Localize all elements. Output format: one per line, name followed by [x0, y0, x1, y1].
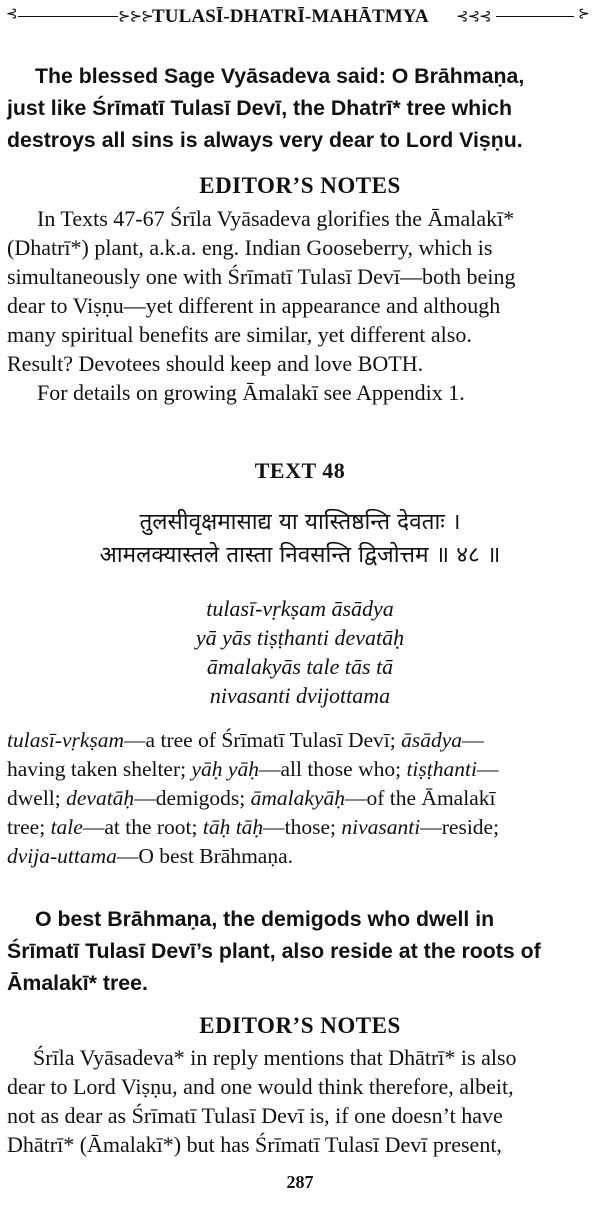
- sanskrit-term: āmalakyāḥ: [250, 786, 345, 810]
- text-48-heading: TEXT 48: [254, 458, 346, 483]
- term-meaning: having taken shelter;: [7, 757, 192, 781]
- flourish-right-icon: ⊱: [578, 7, 590, 22]
- header-rule-right: [496, 16, 574, 17]
- page-number: 287: [286, 1172, 314, 1192]
- running-header: [6, 6, 594, 28]
- editors-notes-body: [7, 204, 593, 407]
- sanskrit-term: āsādya: [401, 728, 463, 752]
- notes-line: (Dhatrī*) plant, a.k.a. eng. Indian Gooseberry, which is: [7, 235, 493, 260]
- transliteration: [0, 594, 600, 710]
- ornament-left-icon: ⊱⊱⊱: [118, 9, 153, 25]
- synonyms-line: [7, 726, 593, 755]
- translation-line: destroys all sins is always very dear to Lord Viṣṇu.: [7, 128, 523, 152]
- word-synonyms: [7, 726, 593, 871]
- editors-notes-body: [7, 1043, 593, 1159]
- transliteration-line: tulasī-vṛkṣam āsādya: [206, 596, 394, 621]
- editors-notes-heading: EDITOR’S NOTES: [199, 1013, 401, 1038]
- synonyms-line: [7, 755, 593, 784]
- notes-line: dear to Viṣṇu—yet different in appearance and although: [7, 293, 501, 318]
- header-rule-left: [18, 16, 118, 17]
- devanagari-line: आमलक्यास्तले तास्ता निवसन्ति द्विजोत्तम ॥ ४८ ॥: [99, 542, 501, 568]
- term-meaning: —O best Brāhmaṇa.: [116, 844, 294, 868]
- sanskrit-term: tale: [50, 815, 83, 839]
- term-meaning: —reside;: [420, 815, 500, 839]
- ornament-right-icon: ⊰⊰⊰: [456, 9, 491, 25]
- term-meaning: —at the root;: [82, 815, 203, 839]
- term-meaning: dwell;: [7, 786, 67, 810]
- sanskrit-term: devatāḥ: [66, 786, 135, 810]
- devanagari-verse: [0, 506, 600, 572]
- notes-line: not as dear as Śrīmatī Tulasī Devī is, if one doesn’t have: [7, 1103, 503, 1128]
- notes-line: Result? Devotees should keep and love BOTH.: [7, 351, 424, 376]
- verse47-translation: [7, 60, 591, 156]
- dash: —: [462, 728, 484, 752]
- transliteration-line: āmalakyās tale tās tā: [206, 654, 394, 679]
- sanskrit-term: tāḥ tāḥ: [202, 815, 264, 839]
- editors-notes-heading: EDITOR’S NOTES: [199, 173, 401, 198]
- synonyms-line: [7, 813, 593, 842]
- term-meaning: —a tree of Śrīmatī Tulasī Devī;: [124, 728, 402, 752]
- notes-line: many spiritual benefits are similar, yet different also.: [7, 322, 472, 347]
- flourish-left-icon: ⊰: [6, 7, 18, 22]
- verse48-translation: [7, 903, 591, 999]
- notes-line: In Texts 47-67 Śrīla Vyāsadeva glorifies the Āmalakī*: [37, 206, 515, 231]
- notes-line: dear to Lord Viṣṇu, and one would think therefore, albeit,: [7, 1074, 514, 1099]
- term-meaning: —demigods;: [134, 786, 251, 810]
- term-meaning: —those;: [263, 815, 342, 839]
- notes-line: For details on growing Āmalakī see Appendix 1.: [37, 380, 465, 405]
- sanskrit-term: nivasanti: [341, 815, 421, 839]
- term-meaning: —all those who;: [258, 757, 407, 781]
- synonyms-line: [7, 784, 593, 813]
- translation-line: Āmalakī* tree.: [7, 971, 148, 995]
- devanagari-line: तुलसीवृक्षमासाद्य या यास्तिष्ठन्ति देवताः ।: [139, 509, 461, 535]
- translation-line: O best Brāhmaṇa, the demigods who dwell in: [35, 907, 495, 931]
- sanskrit-term: tiṣṭhanti: [406, 757, 477, 781]
- notes-line: simultaneously one with Śrīmatī Tulasī Devī—both being: [7, 264, 516, 289]
- transliteration-line: yā yās tiṣṭhanti devatāḥ: [195, 625, 405, 650]
- notes-line: Dhātrī* (Āmalakī*) but has Śrīmatī Tulasī Devī present,: [7, 1132, 502, 1157]
- translation-line: Śrīmatī Tulasī Devī’s plant, also reside at the roots of: [7, 939, 541, 963]
- notes-line: Śrīla Vyāsadeva* in reply mentions that Dhātrī* is also: [33, 1045, 517, 1070]
- translation-line: just like Śrīmatī Tulasī Devī, the Dhatrī* tree which: [7, 96, 512, 120]
- term-meaning: —of the Āmalakī: [345, 786, 496, 810]
- sanskrit-term: tulasī-vṛkṣam: [7, 728, 125, 752]
- sanskrit-term: dvija-uttama: [7, 844, 117, 868]
- sanskrit-term: yāḥ yāḥ: [191, 757, 259, 781]
- synonyms-line: [7, 842, 593, 871]
- dash: —: [476, 757, 499, 781]
- term-meaning: tree;: [7, 815, 51, 839]
- header-title: TULASĪ-DHATRĪ-MAHĀTMYA: [152, 6, 429, 27]
- translation-line: The blessed Sage Vyāsadeva said: O Brāhmaṇa,: [35, 64, 525, 88]
- transliteration-line: nivasanti dvijottama: [209, 683, 391, 708]
